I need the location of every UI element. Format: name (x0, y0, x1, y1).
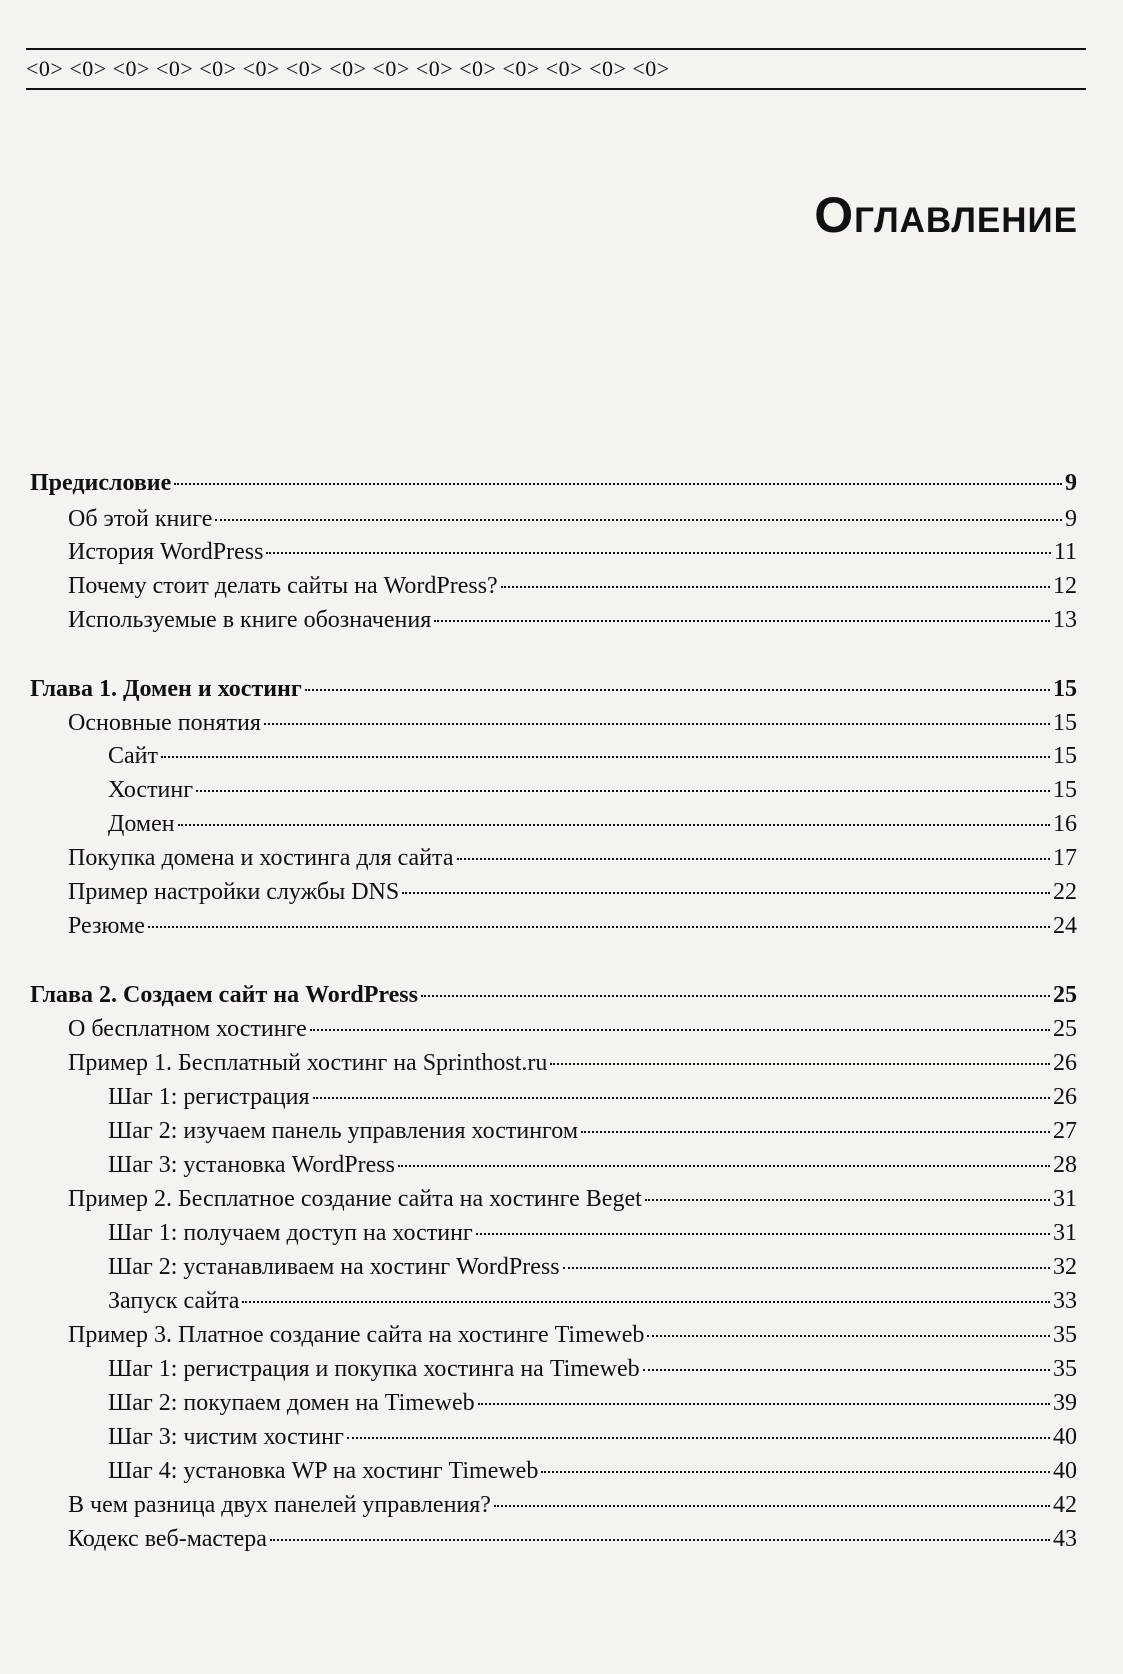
toc-page-number: 40 (1053, 1424, 1077, 1450)
toc-entry (30, 539, 1077, 573)
toc-entry-label: Глава 2. Создаем сайт на WordPress (30, 982, 418, 1008)
dot-leader (215, 519, 1062, 521)
toc-page-number: 22 (1053, 879, 1077, 905)
toc-page-number: 26 (1053, 1050, 1077, 1076)
dot-leader (434, 620, 1050, 622)
toc-entry-label: В чем разница двух панелей управления? (68, 1492, 491, 1518)
toc-entry (30, 1356, 1077, 1390)
toc-page-number: 28 (1053, 1152, 1077, 1178)
dot-leader (457, 858, 1051, 860)
toc-entry-label: Основные понятия (68, 710, 261, 736)
page-title: Оглавление (814, 187, 1078, 243)
toc-page-number: 35 (1053, 1356, 1077, 1382)
toc-entry-label: Резюме (68, 913, 145, 939)
dot-leader (161, 756, 1050, 758)
toc-entry-label: История WordPress (68, 539, 264, 565)
toc-entry-label: Шаг 3: чистим хостинг (108, 1424, 344, 1450)
toc-entry-label: Покупка домена и хостинга для сайта (68, 845, 454, 871)
toc-entry (30, 1220, 1077, 1254)
toc-entry-label: Почему стоит делать сайты на WordPress? (68, 573, 498, 599)
dot-leader (645, 1199, 1050, 1201)
dot-leader (501, 586, 1050, 588)
dot-leader (643, 1369, 1050, 1371)
toc-page-number: 15 (1053, 710, 1077, 736)
toc-page-number: 40 (1053, 1458, 1077, 1484)
toc-chapter (30, 982, 1077, 1016)
dot-leader (264, 723, 1050, 725)
dot-leader (402, 892, 1050, 894)
dot-leader (550, 1063, 1050, 1065)
toc-entry-label: Шаг 3: установка WordPress (108, 1152, 395, 1178)
toc-entry-label: Пример настройки службы DNS (68, 879, 400, 905)
toc-page-number: 12 (1053, 573, 1077, 599)
toc-entry (30, 710, 1077, 744)
dot-leader (174, 483, 1062, 485)
toc-entry (30, 1152, 1077, 1186)
toc-page-number: 15 (1053, 676, 1077, 702)
toc-entry (30, 1322, 1077, 1356)
dot-leader (476, 1233, 1050, 1235)
toc-page-number: 13 (1053, 607, 1077, 633)
dot-leader (647, 1335, 1050, 1337)
toc-entry (30, 1526, 1077, 1560)
toc-entry-label: Сайт (108, 743, 158, 769)
dot-leader (313, 1097, 1050, 1099)
dot-leader (398, 1165, 1050, 1167)
toc-entry-label: Используемые в книге обозначения (68, 607, 432, 633)
toc-entry (30, 1016, 1077, 1050)
dot-leader (266, 552, 1050, 554)
dot-leader (494, 1505, 1050, 1507)
dot-leader (347, 1437, 1050, 1439)
toc-entry-label: Пример 1. Бесплатный хостинг на Sprinthost.ru (68, 1050, 548, 1076)
toc-entry (30, 879, 1077, 913)
toc-page-number: 15 (1053, 777, 1077, 803)
toc-entry (30, 743, 1077, 777)
toc-entry-label: Глава 1. Домен и хостинг (30, 676, 302, 702)
toc-page-number: 26 (1053, 1084, 1077, 1110)
toc-entry-label: Шаг 2: устанавливаем на хостинг WordPress (108, 1254, 560, 1280)
dot-leader (178, 824, 1050, 826)
toc-entry-label: Запуск сайта (108, 1288, 240, 1314)
toc-entry-label: О бесплатном хостинге (68, 1016, 307, 1042)
toc-entry-label: Об этой книге (68, 506, 213, 532)
header-tokens: <0> <0> <0> <0> <0> <0> <0> <0> <0> <0> <0> <0> <0> <0> <0> (26, 56, 670, 81)
toc-entry (30, 913, 1077, 947)
toc-entry-label: Кодекс веб-мастера (68, 1526, 267, 1552)
toc-entry (30, 1050, 1077, 1084)
toc-entry-label: Шаг 2: изучаем панель управления хостингом (108, 1118, 579, 1144)
toc-entry (30, 1254, 1077, 1288)
toc-entry-label: Пример 3. Платное создание сайта на хостинге Timeweb (68, 1322, 645, 1348)
toc-entry (30, 1424, 1077, 1458)
toc-page-number: 31 (1053, 1186, 1077, 1212)
toc-entry-label: Домен (108, 811, 175, 837)
toc-entry (30, 845, 1077, 879)
toc-page-number: 39 (1053, 1390, 1077, 1416)
dot-leader (310, 1029, 1050, 1031)
toc-entry (30, 777, 1077, 811)
toc-entry-label: Пример 2. Бесплатное создание сайта на хостинге Beget (68, 1186, 642, 1212)
toc-chapter (30, 676, 1077, 710)
dot-leader (478, 1403, 1050, 1405)
toc-page-number: 33 (1053, 1288, 1077, 1314)
toc-entry-label: Шаг 4: установка WP на хостинг Timeweb (108, 1458, 539, 1484)
toc-page-number: 25 (1053, 1016, 1077, 1042)
dot-leader (541, 1471, 1050, 1473)
toc-page-number: 42 (1053, 1492, 1077, 1518)
toc-entry (30, 1118, 1077, 1152)
toc-entry (30, 607, 1077, 641)
toc-entry (30, 506, 1077, 540)
toc-chapter (30, 470, 1077, 504)
toc-page-number: 31 (1053, 1220, 1077, 1246)
dot-leader (581, 1131, 1050, 1133)
toc-entry (30, 1458, 1077, 1492)
toc-entry-label: Шаг 1: получаем доступ на хостинг (108, 1220, 473, 1246)
dot-leader (148, 926, 1050, 928)
toc-page-number: 25 (1053, 982, 1077, 1008)
toc-page-number: 27 (1053, 1118, 1077, 1144)
toc-entry (30, 573, 1077, 607)
toc-entry-label: Шаг 2: покупаем домен на Timeweb (108, 1390, 475, 1416)
dot-leader (196, 790, 1050, 792)
toc-entry (30, 1288, 1077, 1322)
dot-leader (242, 1301, 1050, 1303)
toc-page-number: 15 (1053, 743, 1077, 769)
toc-page-number: 17 (1053, 845, 1077, 871)
toc-entry-label: Шаг 1: регистрация (108, 1084, 310, 1110)
toc-entry-label: Хостинг (108, 777, 194, 803)
running-header (26, 48, 1086, 90)
toc-page-number: 16 (1053, 811, 1077, 837)
toc-entry-label: Предисловие (30, 470, 172, 496)
dot-leader (421, 995, 1050, 997)
toc-page-number: 43 (1053, 1526, 1077, 1552)
toc-page-number: 9 (1065, 506, 1077, 532)
toc-page-number: 24 (1053, 913, 1077, 939)
toc-entry (30, 811, 1077, 845)
dot-leader (563, 1267, 1050, 1269)
toc-entry-label: Шаг 1: регистрация и покупка хостинга на Timeweb (108, 1356, 640, 1382)
dot-leader (270, 1539, 1050, 1541)
toc-entry (30, 1186, 1077, 1220)
toc-entry (30, 1492, 1077, 1526)
toc-page-number: 35 (1053, 1322, 1077, 1348)
toc-entry (30, 1390, 1077, 1424)
toc-page-number: 32 (1053, 1254, 1077, 1280)
toc-page-number: 9 (1065, 470, 1077, 496)
toc-page-number: 11 (1053, 539, 1077, 565)
dot-leader (305, 689, 1050, 691)
toc-entry (30, 1084, 1077, 1118)
